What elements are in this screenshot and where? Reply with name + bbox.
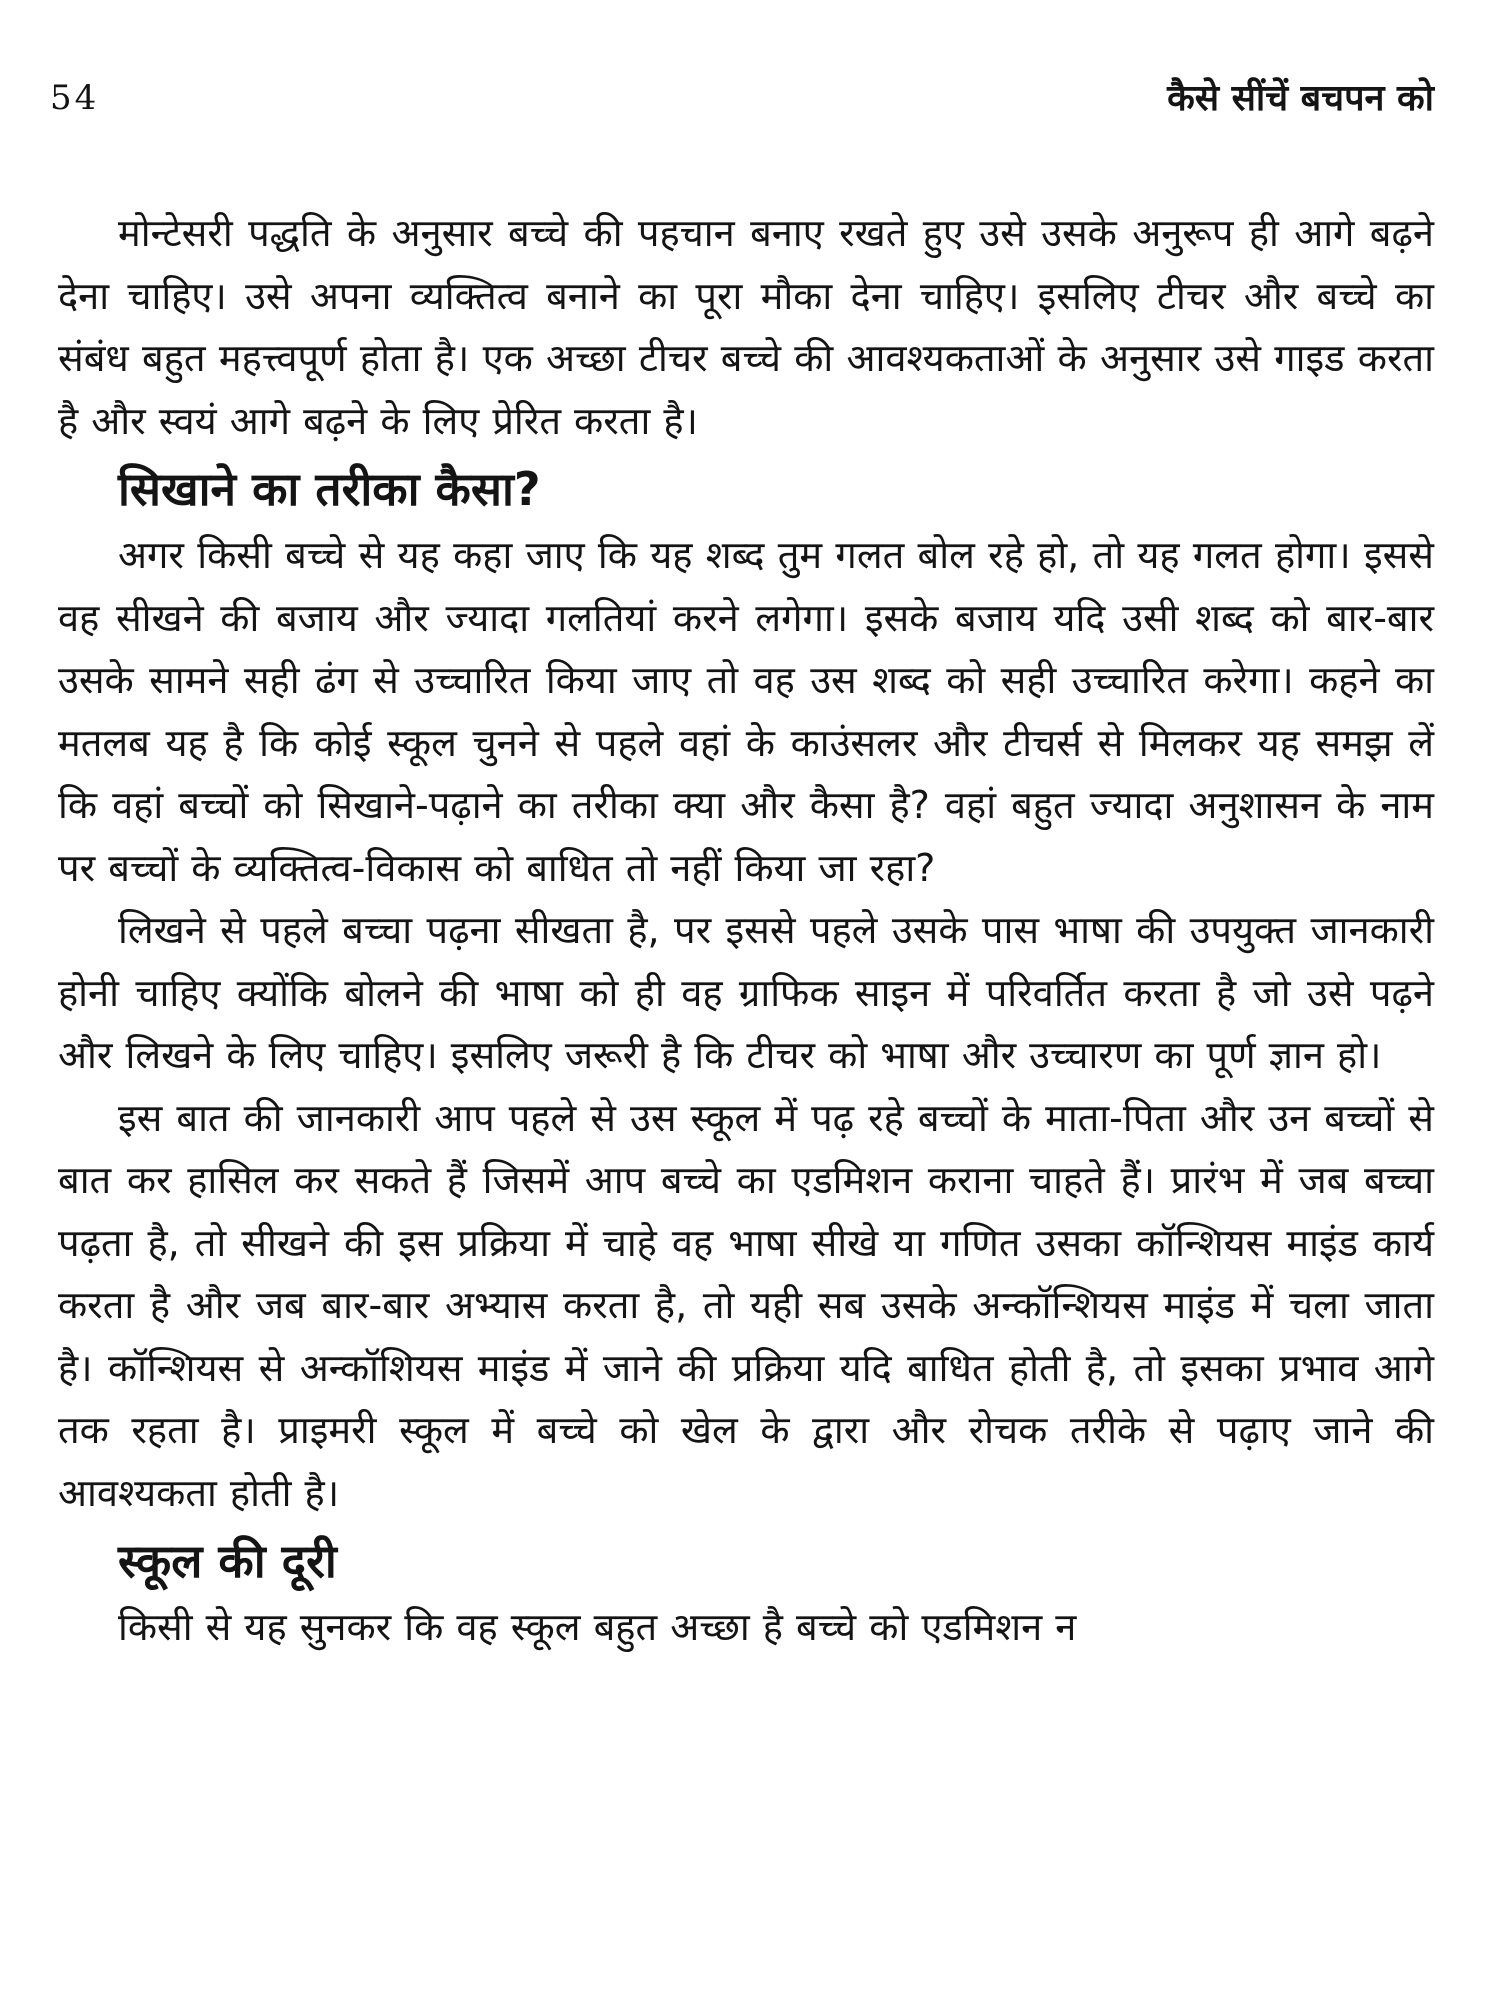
running-title: कैसे सींचें बचपन को (1167, 78, 1434, 119)
page-number: 54 (50, 78, 100, 118)
paragraph-school-distance: किसी से यह सुनकर कि वह स्कूल बहुत अच्छा है बच्चे को एडमिशन न (118, 1605, 1077, 1649)
section-heading-teaching-method: सिखाने का तरीका कैसा? (118, 462, 541, 516)
paragraph-teaching-method: अगर किसी बच्चे से यह कहा जाए कि यह शब्द तुम गलत बोल रहे हो, तो यह गलत होगा। इससे वह सीखने की बजाय और ज्यादा गलतियां करने लगेगा। इसके बजाय यदि उसी शब्द को बार-बार उसके सामने सही ढंग से उच्चारित किया जाए तो वह उस शब्द को सही उच्चारित करेगा। कहने का मतलब यह है कि कोई स्कूल चुनने से पहले वहां के काउंसलर और टीचर्स से मिलकर यह समझ लें कि वहां बच्चों को सिखाने-पढ़ाने का तरीका क्या और कैसा है? वहां बहुत ज्यादा अनुशासन के नाम पर बच्चों के व्यक्तित्व-विकास को बाधित तो नहीं किया जा रहा? (58, 533, 1434, 890)
page-header (50, 72, 1434, 132)
paragraph-parents-info: इस बात की जानकारी आप पहले से उस स्कूल में पढ़ रहे बच्चों के माता-पिता और उन बच्चों से बात कर हासिल कर सकते हैं जिसमें आप बच्चे का एडमिशन कराना चाहते हैं। प्रारंभ में जब बच्चा पढ़ता है, तो सीखने की इस प्रक्रिया में चाहे वह भाषा सीखे या गणित उसका कॉन्शियस माइंड कार्य करता है और जब बार-बार अभ्यास करता है, तो यही सब उसके अन्कॉन्शियस माइंड में चला जाता है। कॉन्शियस से अन्कॉशियस माइंड में जाने की प्रक्रिया यदि बाधित होती है, तो इसका प्रभाव आगे तक रहता है। प्राइमरी स्कूल में बच्चे को खेल के द्वारा और रोचक तरीके से पढ़ाए जाने की आवश्यकता होती है। (58, 1095, 1434, 1515)
page-body (58, 202, 1434, 1659)
paragraph-montessori: मोन्टेसरी पद्धति के अनुसार बच्चे की पहचान बनाए रखते हुए उसे उसके अनुरूप ही आगे बढ़ने देना चाहिए। उसे अपना व्यक्तित्व बनाने का पूरा मौका देना चाहिए। इसलिए टीचर और बच्चे का संबंध बहुत महत्त्वपूर्ण होता है। एक अच्छा टीचर बच्चे की आवश्यकताओं के अनुसार उसे गाइड करता है और स्वयं आगे बढ़ने के लिए प्रेरित करता है। (58, 211, 1434, 443)
paragraph-language: लिखने से पहले बच्चा पढ़ना सीखता है, पर इससे पहले उसके पास भाषा की उपयुक्त जानकारी होनी चाहिए क्योंकि बोलने की भाषा को ही वह ग्राफिक साइन में परिवर्तित करता है जो उसे पढ़ने और लिखने के लिए चाहिए। इसलिए जरूरी है कि टीचर को भाषा और उच्चारण का पूर्ण ज्ञान हो। (58, 908, 1434, 1077)
section-heading-school-distance: स्कूल की दूरी (118, 1534, 337, 1588)
